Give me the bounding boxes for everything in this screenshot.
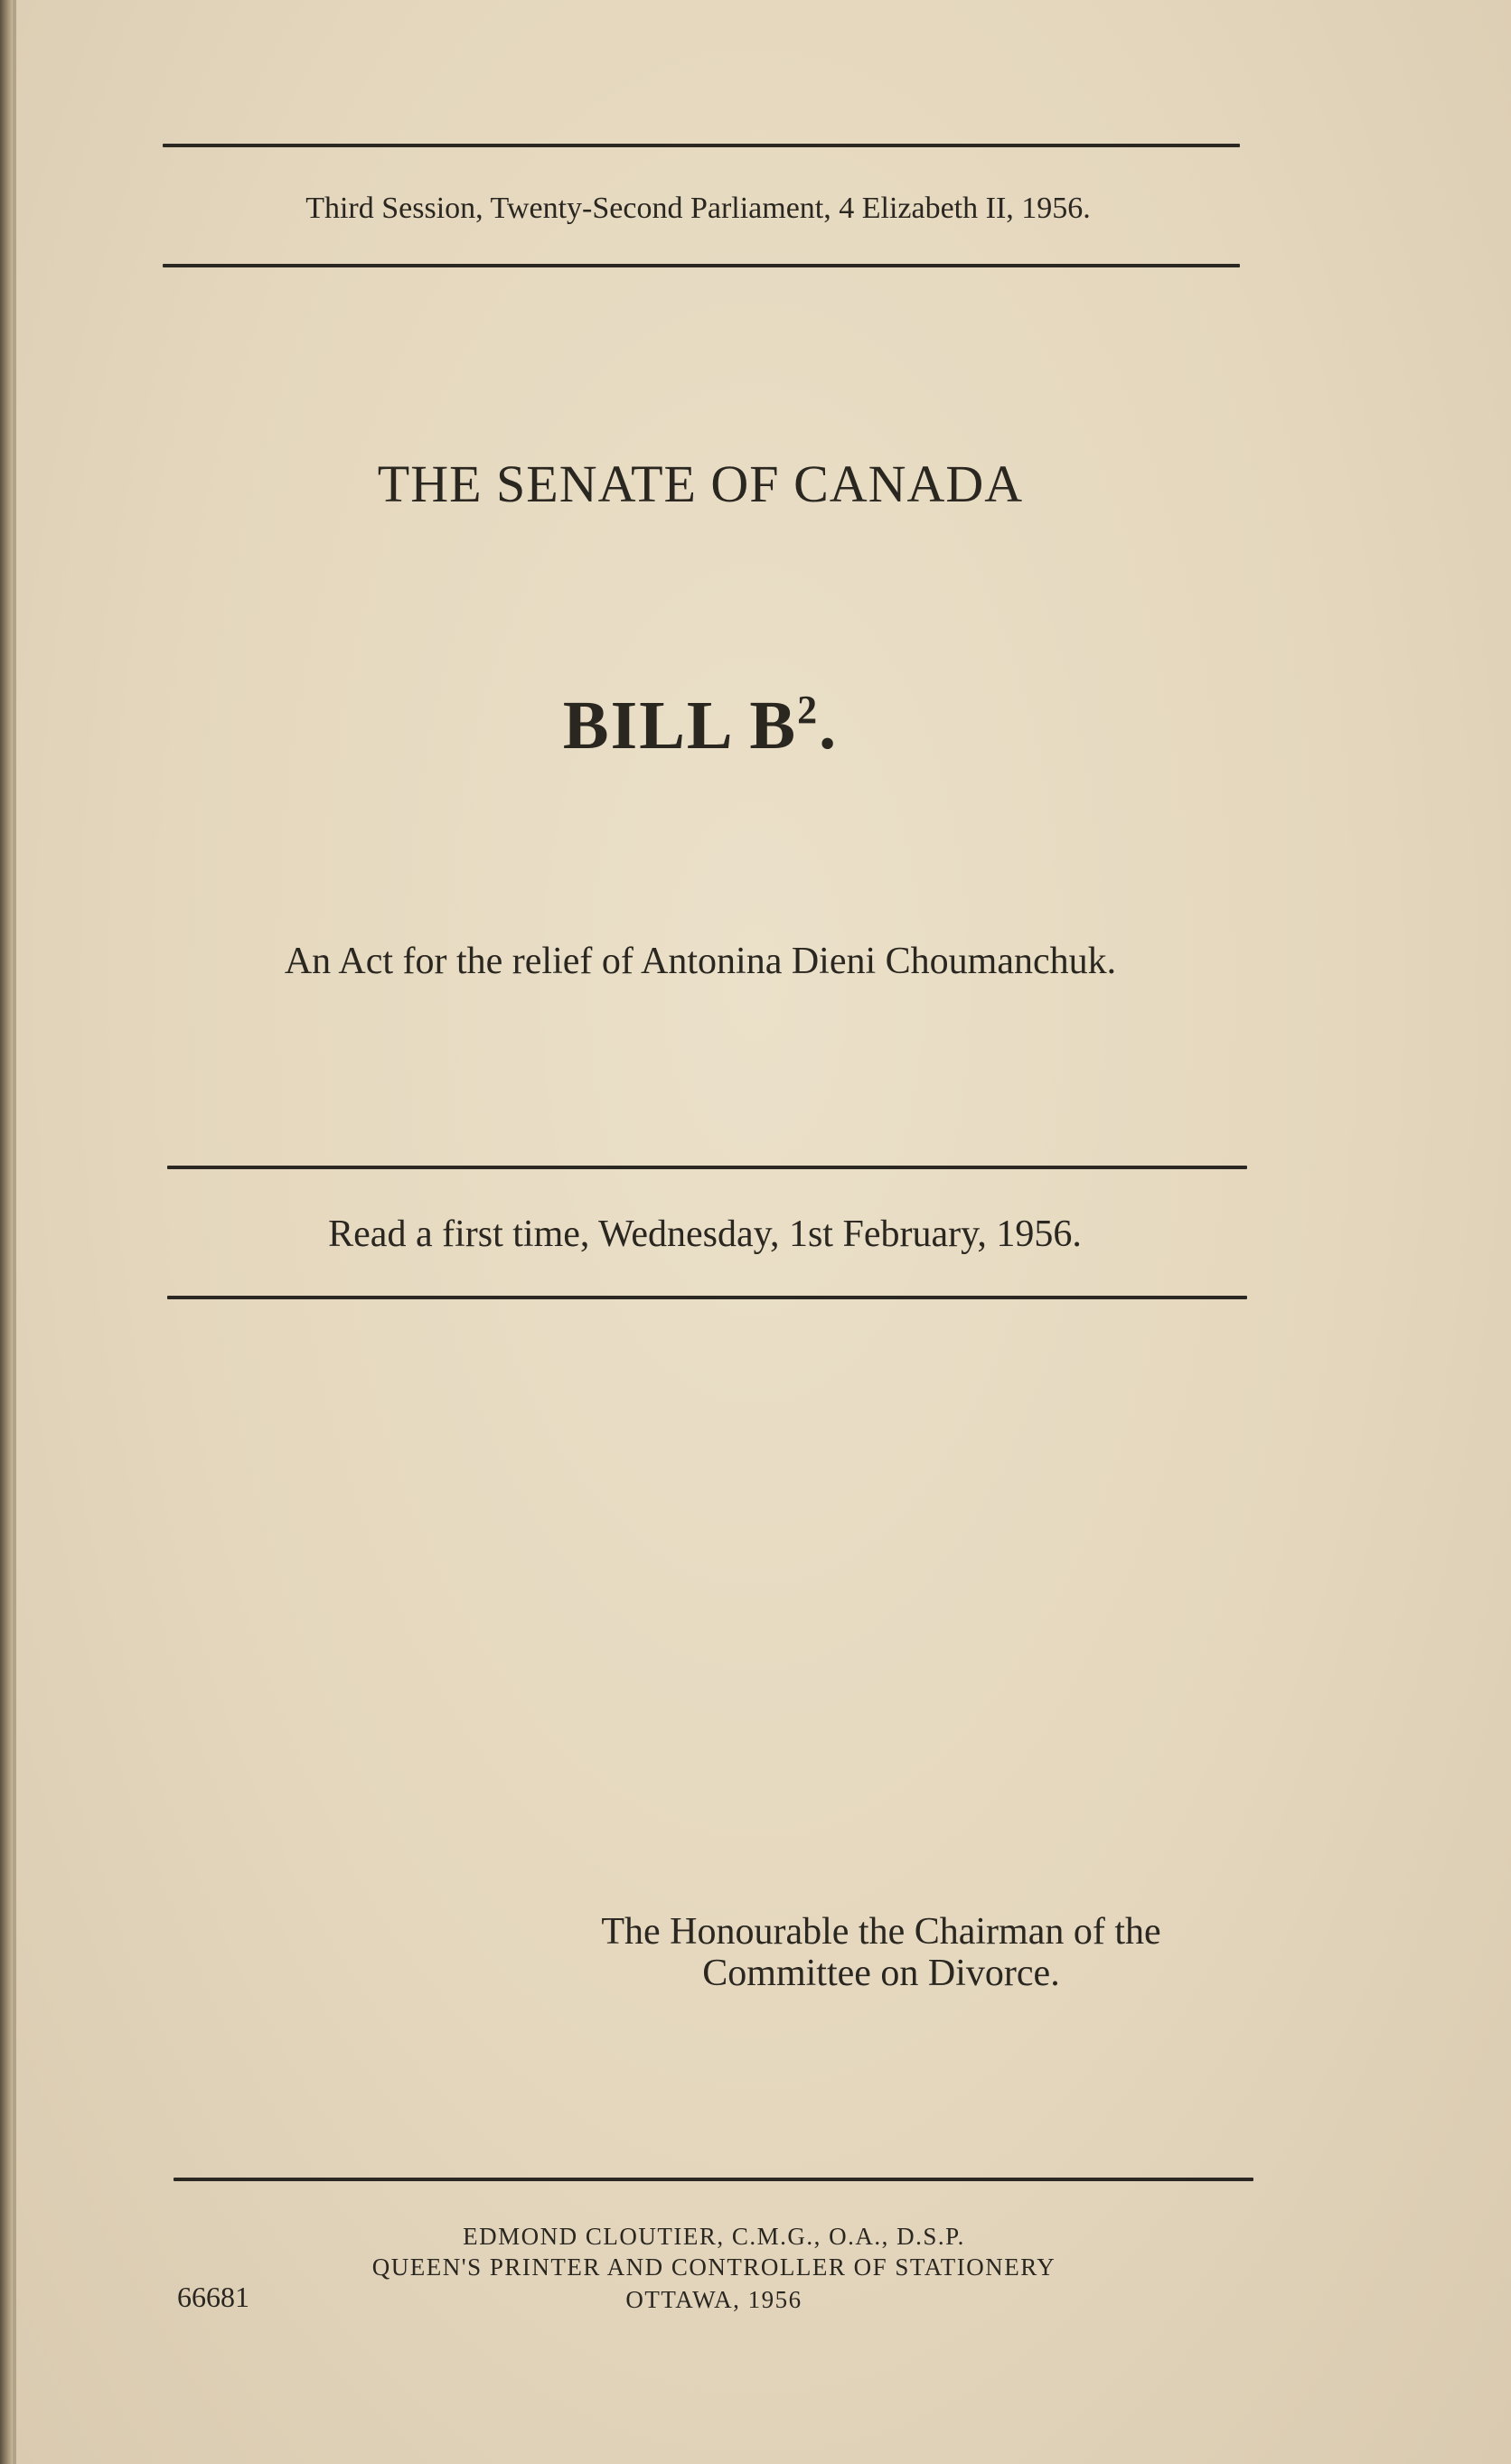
bill-suffix: . bbox=[819, 688, 839, 764]
bill-number bbox=[0, 687, 1401, 765]
reading-line: Read a first time, Wednesday, 1st February, 1956. bbox=[328, 1213, 1082, 1255]
reading-top-rule bbox=[167, 1166, 1247, 1169]
bill-prefix: BILL B bbox=[562, 688, 798, 764]
sponsor-line-1: The Honourable the Chairman of the bbox=[601, 1911, 1161, 1953]
top-rule bbox=[163, 144, 1240, 147]
footer-rule bbox=[174, 2178, 1253, 2181]
chamber-title: THE SENATE OF CANADA bbox=[377, 454, 1024, 513]
sponsor-line-2: Committee on Divorce. bbox=[702, 1953, 1060, 1994]
session-rule bbox=[163, 264, 1240, 267]
act-title: An Act for the relief of Antonina Dieni Choumanchuk. bbox=[284, 941, 1117, 982]
printer-name: EDMOND CLOUTIER, C.M.G., O.A., D.S.P. bbox=[463, 2223, 965, 2250]
reading-bottom-rule bbox=[167, 1296, 1247, 1299]
printer-place: OTTAWA, 1956 bbox=[625, 2286, 802, 2313]
session-line: Third Session, Twenty-Second Parliament, 4 Elizabeth II, 1956. bbox=[305, 192, 1091, 225]
bill-superscript: 2 bbox=[797, 688, 820, 732]
print-code: 66681 bbox=[177, 2281, 249, 2313]
printer-title: QUEEN'S PRINTER AND CONTROLLER OF STATIONERY bbox=[371, 2253, 1056, 2281]
